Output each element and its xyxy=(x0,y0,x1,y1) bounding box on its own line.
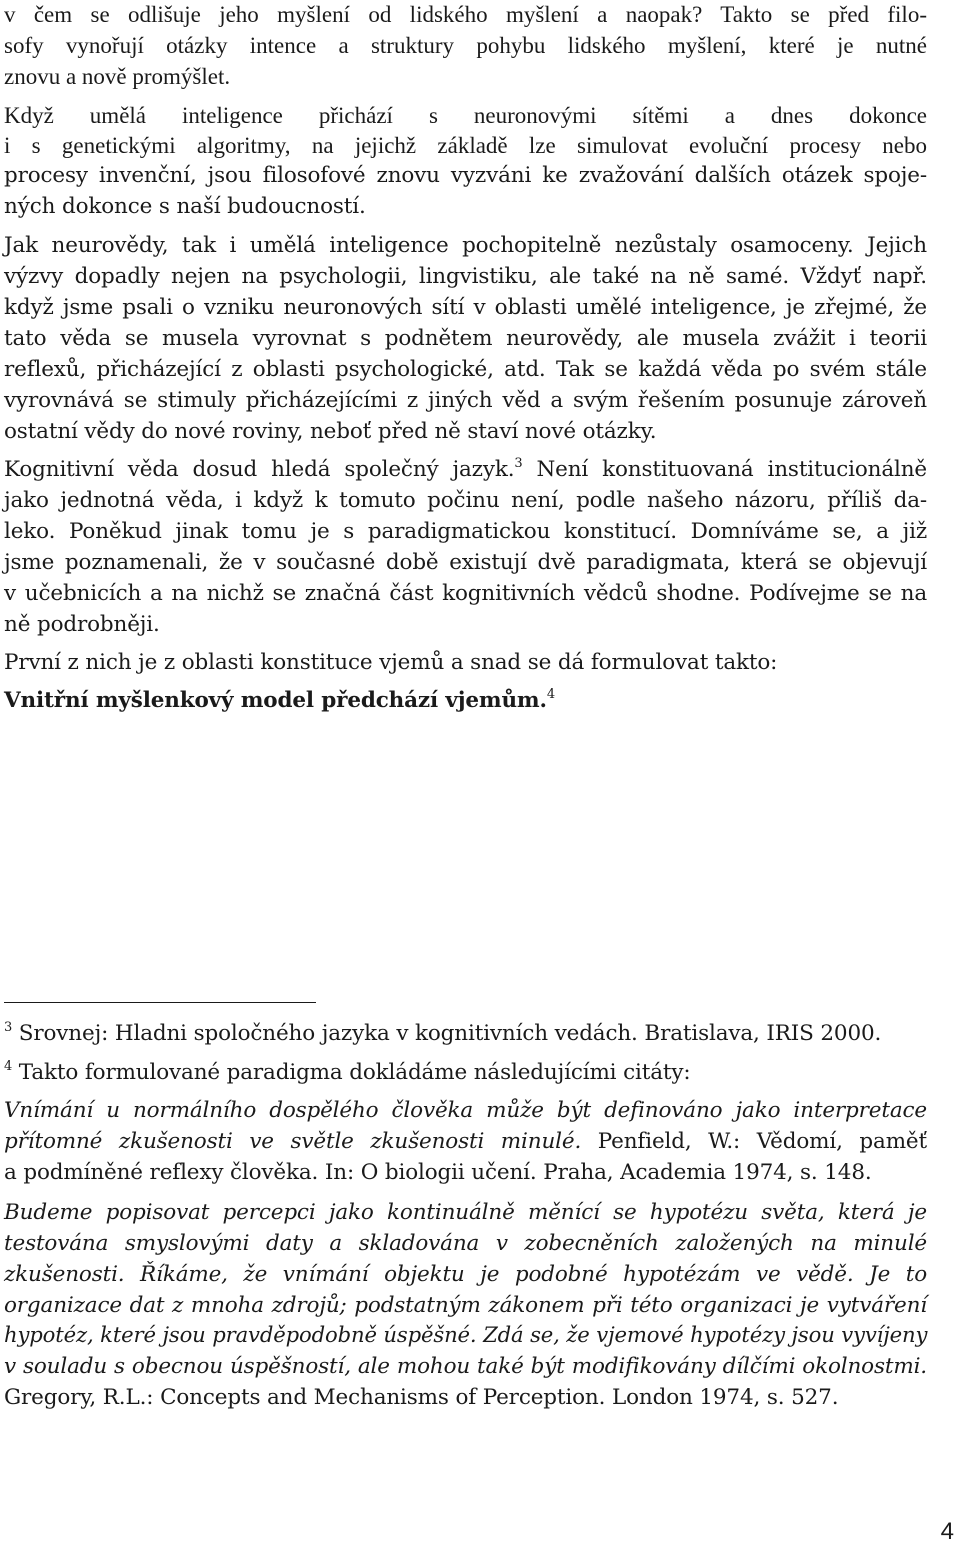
text-line: tato věda se musela vyrovnat s podnětem neurovědy, ale musela zvážit i teorii xyxy=(4,326,927,351)
page-number: 4 xyxy=(940,1518,954,1545)
text-line: znovu a nově promýšlet. xyxy=(4,64,231,89)
text-line: jsme poznamenali, že v současné době existují dvě paradigmata, která se objevují xyxy=(4,550,927,575)
footnote-mark: 4 xyxy=(4,1059,13,1074)
first-paradigm-line: První z nich je z oblasti konstituce vjemů a snad se dá formulovat takto: xyxy=(4,650,778,675)
text-line: když jsme psali o vzniku neuronových sítí v oblasti umělé inteligence, je zřejmé, že xyxy=(4,295,927,320)
quote-line: Budeme popisovat percepci jako kontinuálně měnící se hypotézu světa, která je xyxy=(4,1200,927,1225)
citation-line: Gregory, R.L.: Concepts and Mechanisms of Perception. London 1974, s. 527. xyxy=(4,1385,839,1410)
text-line: ně podrobněji. xyxy=(4,612,160,637)
text-line: ných dokonce s naší budoucností. xyxy=(4,194,366,219)
quote-line: v souladu s obecnou úspěšností, ale mohou také být modifikovány dílčími okolnostmi. xyxy=(4,1354,927,1379)
quote-line: zkušenosti. Říkáme, že vnímání objektu je podobné hypotézám ve vědě. Je to xyxy=(4,1262,927,1287)
text-line: i s genetickými algoritmy, na jejichž základě lze simulovat evoluční procesy nebo xyxy=(4,133,927,158)
citation-line: a podmíněné reflexy člověka. In: O biologii učení. Praha, Academia 1974, s. 148. xyxy=(4,1160,872,1185)
thesis-text: Vnitřní myšlenkový model předchází vjemům. xyxy=(4,688,547,713)
text-line xyxy=(4,455,927,485)
text-line: vyrovnává se stimuly přicházejícími z jiných věd a svým řešením posunuje zároveň xyxy=(4,388,927,413)
footnote-3 xyxy=(4,1019,927,1049)
text-span: Kognitivní věda dosud hledá společný jazyk. xyxy=(4,457,515,482)
text-line: jako jednotná věda, i když k tomuto počinu není, podle našeho názoru, příliš da- xyxy=(4,488,927,513)
text-line: v učebnicích a na nichž se značná část kognitivních vědců shodne. Podívejme se na xyxy=(4,581,927,606)
quote-line: Vnímání u normálního dospělého člověka může být definováno jako interpretace xyxy=(4,1098,927,1123)
text-line: leko. Poněkud jinak tomu je s paradigmatickou konstitucí. Domníváme se, a již xyxy=(4,519,927,544)
text-line: ostatní vědy do nové roviny, neboť před ně staví nové otázky. xyxy=(4,419,657,444)
text-line: sofy vynořují otázky intence a struktury pohybu lidského myšlení, které je nutné xyxy=(4,33,927,58)
quote-line: organizace dat z mnoha zdrojů; podstatným zákonem při této organizaci je vytváření xyxy=(4,1293,927,1318)
quote-text: přítomné zkušenosti ve světle zkušenosti minulé. xyxy=(4,1129,582,1154)
text-line: reflexů, přicházející z oblasti psychologické, atd. Tak se každá věda po svém stále xyxy=(4,357,927,382)
citation-text: Penfield, W.: Vědomí, paměť xyxy=(581,1129,927,1154)
footnote-4 xyxy=(4,1058,927,1088)
footnote-ref[interactable]: 4 xyxy=(546,687,555,702)
text-span: Není konstituovaná institucionálně xyxy=(522,457,927,482)
quote-line: testována smyslovými daty a skladována v zobecněních založených na minulé xyxy=(4,1231,927,1256)
text-line: v čem se odlišuje jeho myšlení od lidského myšlení a naopak? Takto se před filo- xyxy=(4,2,927,27)
quote-line: hypotéz, které jsou pravděpodobně úspěšné. Zdá se, že vjemové hypotézy jsou vyvíjeny xyxy=(4,1323,928,1348)
footnote-text: Srovnej: Hladni spoločného jazyka v kognitivních vedách. Bratislava, IRIS 2000. xyxy=(12,1021,882,1046)
footnote-text: Takto formulované paradigma dokládáme následujícími citáty: xyxy=(12,1060,691,1085)
quote-line xyxy=(4,1127,927,1157)
footnote-ref[interactable]: 3 xyxy=(514,456,523,471)
text-line: Jak neurovědy, tak i umělá inteligence pochopitelně nezůstaly osamoceny. Jejich xyxy=(4,233,927,258)
text-line: výzvy dopadly nejen na psychologii, lingvistiku, ale také na ně samé. Vždyť např. xyxy=(4,264,927,289)
footnote-mark: 3 xyxy=(4,1020,13,1035)
footnote-separator xyxy=(4,1002,316,1003)
text-line: procesy invenční, jsou filosofové znovu vyzváni ke zvažování dalších otázek spoje- xyxy=(4,163,927,188)
text-line: Když umělá inteligence přichází s neuronovými sítěmi a dnes dokonce xyxy=(4,103,927,128)
thesis-heading xyxy=(4,686,927,716)
